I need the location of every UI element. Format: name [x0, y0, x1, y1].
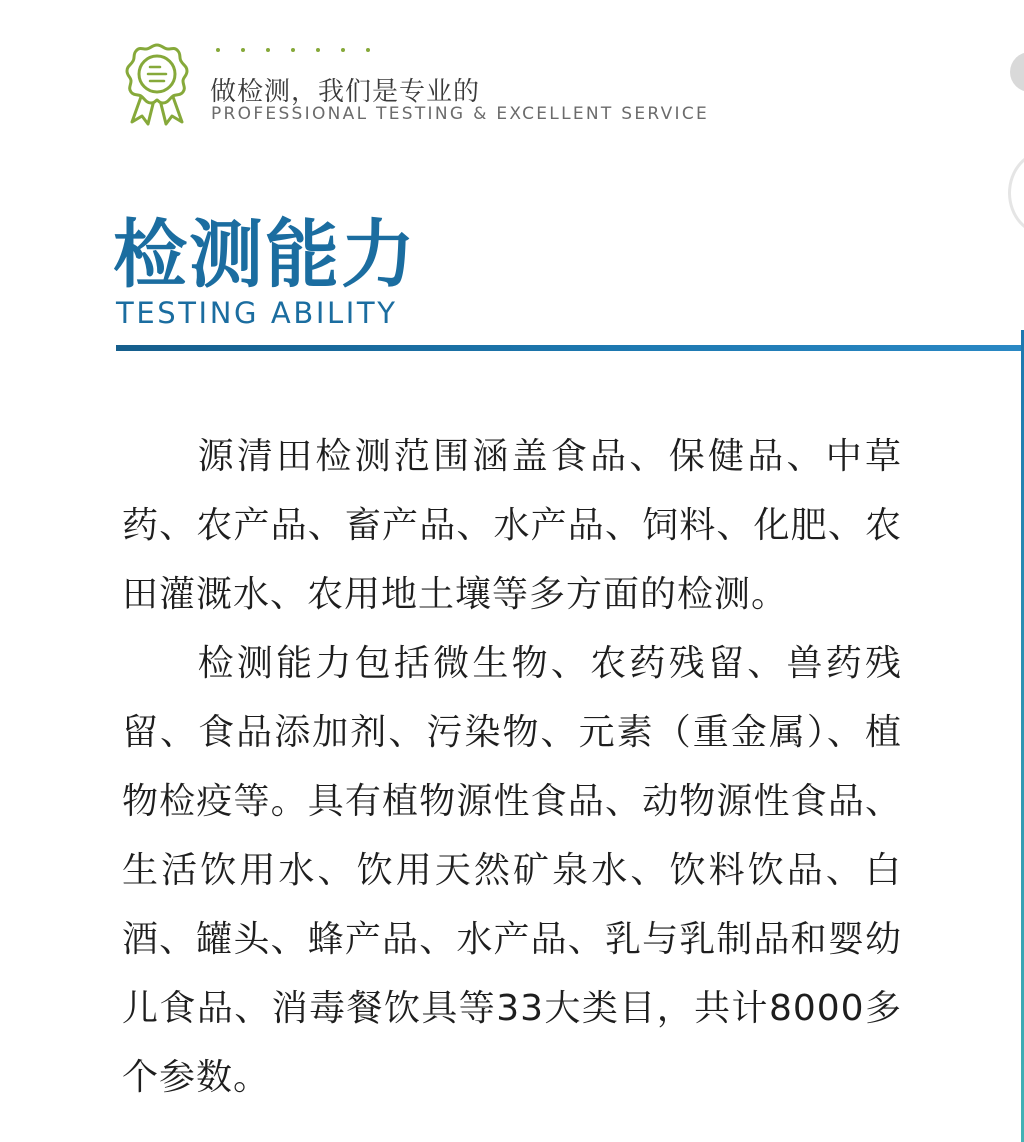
edge-decoration-circle: [1010, 52, 1024, 92]
paragraph-capabilities: 检测能力包括微生物、农药残留、兽药残留、食品添加剂、污染物、元素（重金属）、植物检疫等。具有植物源性食品、动物源性食品、生活饮用水、饮用天然矿泉水、饮料饮品、白酒、罐头、蜂产品、水产品、乳与乳制品和婴幼儿食品、消毒餐饮具等33大类目，共计8000多个参数。: [122, 643, 902, 1098]
award-ribbon-icon: [124, 42, 190, 126]
section-title: 检测能力: [113, 212, 417, 298]
section-subtitle: TESTING ABILITY: [116, 296, 398, 330]
decorative-dots: [214, 48, 374, 58]
body-content: [122, 422, 902, 1112]
slogan-english: PROFESSIONAL TESTING & EXCELLENT SERVICE: [211, 104, 710, 124]
edge-decoration-arc: [1008, 150, 1024, 236]
title-divider: [116, 345, 1024, 351]
paragraph-scope: 源清田检测范围涵盖食品、保健品、中草药、农产品、畜产品、水产品、饲料、化肥、农田灌溉水、农用地土壤等多方面的检测。: [122, 436, 902, 615]
slogan-chinese: 做检测，我们是专业的: [210, 77, 481, 107]
